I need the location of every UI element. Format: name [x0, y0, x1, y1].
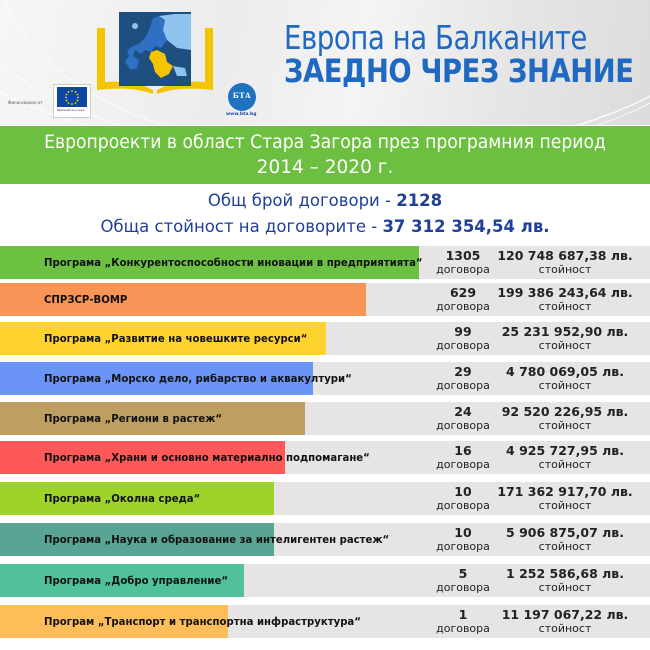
bar-label: Програма „Наука и образование за интелигентен растеж“	[44, 533, 390, 546]
contract-count-value: 10	[454, 484, 472, 499]
contract-value-unit: стойност	[538, 499, 592, 512]
contract-count-value: 1	[458, 607, 468, 622]
contract-count-value: 99	[454, 324, 472, 339]
contract-value-unit: стойност	[538, 540, 592, 553]
contract-count-unit: договора	[436, 622, 490, 635]
contract-value	[490, 443, 640, 472]
contract-count-unit: договора	[436, 419, 490, 432]
contract-count-value: 29	[454, 364, 472, 379]
contract-count-value: 5	[458, 566, 468, 581]
bar-row	[0, 402, 650, 435]
contract-value-amount: 1 252 586,68 лв.	[506, 566, 624, 581]
bar-label: Програма „Храни и основно материално подпомагане“	[44, 451, 370, 464]
contract-value-unit: стойност	[538, 379, 592, 392]
contract-value-unit: стойност	[538, 339, 592, 352]
bar-row	[0, 441, 650, 474]
contract-value-unit: стойност	[538, 263, 592, 276]
contract-value-amount: 92 520 226,95 лв.	[501, 404, 629, 419]
header-title: Европа на Балканите	[284, 18, 587, 57]
contract-value-amount: 199 386 243,64 лв.	[497, 285, 633, 300]
bar-row	[0, 322, 650, 355]
summary-contracts-value: 2128	[396, 191, 443, 210]
contract-value	[490, 484, 640, 513]
chart-title-line2: 2014 – 2020 г.	[256, 157, 394, 178]
contract-value	[490, 525, 640, 554]
contract-value-unit: стойност	[538, 581, 592, 594]
summary-contracts-label: Общ брой договори -	[207, 191, 397, 210]
bar-label: Програма „Региони в растеж“	[44, 412, 222, 425]
contract-value-unit: стойност	[538, 300, 592, 313]
summary-total-label: Обща стойност на договорите -	[100, 217, 383, 236]
contract-value-amount: 5 906 875,07 лв.	[506, 525, 624, 540]
bar-row	[0, 605, 650, 638]
contract-value	[490, 566, 640, 595]
bar-row	[0, 523, 650, 556]
contract-value-unit: стойност	[538, 419, 592, 432]
contract-count-unit: договора	[436, 339, 490, 352]
contract-value-amount: 25 231 952,90 лв.	[501, 324, 629, 339]
bar-row	[0, 362, 650, 395]
contract-count-value: 1305	[445, 248, 481, 263]
contract-count-unit: договора	[436, 379, 490, 392]
contract-count-value: 24	[454, 404, 472, 419]
contract-value-amount: 11 197 067,22 лв.	[501, 607, 629, 622]
eu-caption: Европейски съюз	[57, 108, 85, 112]
bar-label: Програма „Околна среда“	[44, 492, 201, 505]
header-subtitle: ЗАЕДНО ЧРЕЗ ЗНАНИЕ	[284, 52, 634, 90]
bta-url: www.bta.bg	[226, 112, 257, 117]
contract-value	[490, 285, 640, 314]
contract-value	[490, 324, 640, 353]
contract-count-value: 16	[454, 443, 472, 458]
bar-label: Програма „Развитие на човешките ресурси“	[44, 332, 308, 345]
contract-count-value: 629	[449, 285, 477, 300]
contract-count-value: 10	[454, 525, 472, 540]
bar-label: СПРЗСР-ВОМР	[44, 293, 128, 306]
contract-count-unit: договора	[436, 458, 490, 471]
contract-count-unit: договора	[436, 263, 490, 276]
contract-value	[490, 404, 640, 433]
bar-row	[0, 482, 650, 515]
bar-label: Програма „Конкурентоспособности иновации в предприятията“	[44, 256, 423, 269]
chart-title-line1: Европроекти в област Стара Загора през програмния период	[44, 132, 606, 153]
bar-label: Програм „Транспорт и транспортна инфраструктура“	[44, 615, 361, 628]
bar-row	[0, 564, 650, 597]
contract-value-amount: 4 780 069,05 лв.	[506, 364, 624, 379]
contract-count-unit: договора	[436, 499, 490, 512]
bar-row	[0, 246, 650, 279]
contract-value-amount: 4 925 727,95 лв.	[506, 443, 624, 458]
contract-value-amount: 120 748 687,38 лв.	[497, 248, 633, 263]
contract-count-unit: договора	[436, 300, 490, 313]
contract-value	[490, 607, 640, 636]
bar-row	[0, 283, 650, 316]
contract-count-unit: договора	[436, 581, 490, 594]
contract-value	[490, 248, 640, 277]
funded-by-label: Финансирано от	[8, 100, 43, 105]
contract-count-unit: договора	[436, 540, 490, 553]
contract-value-amount: 171 362 917,70 лв.	[497, 484, 633, 499]
summary-total-value: 37 312 354,54 лв.	[382, 217, 550, 236]
contract-value-unit: стойност	[538, 622, 592, 635]
contract-value-unit: стойност	[538, 458, 592, 471]
contract-value	[490, 364, 640, 393]
bar-label: Програма „Добро управление“	[44, 574, 228, 587]
bta-logo-text: БТА	[232, 91, 252, 100]
bar-label: Програма „Морско дело, рибарство и аквакултури“	[44, 372, 352, 385]
